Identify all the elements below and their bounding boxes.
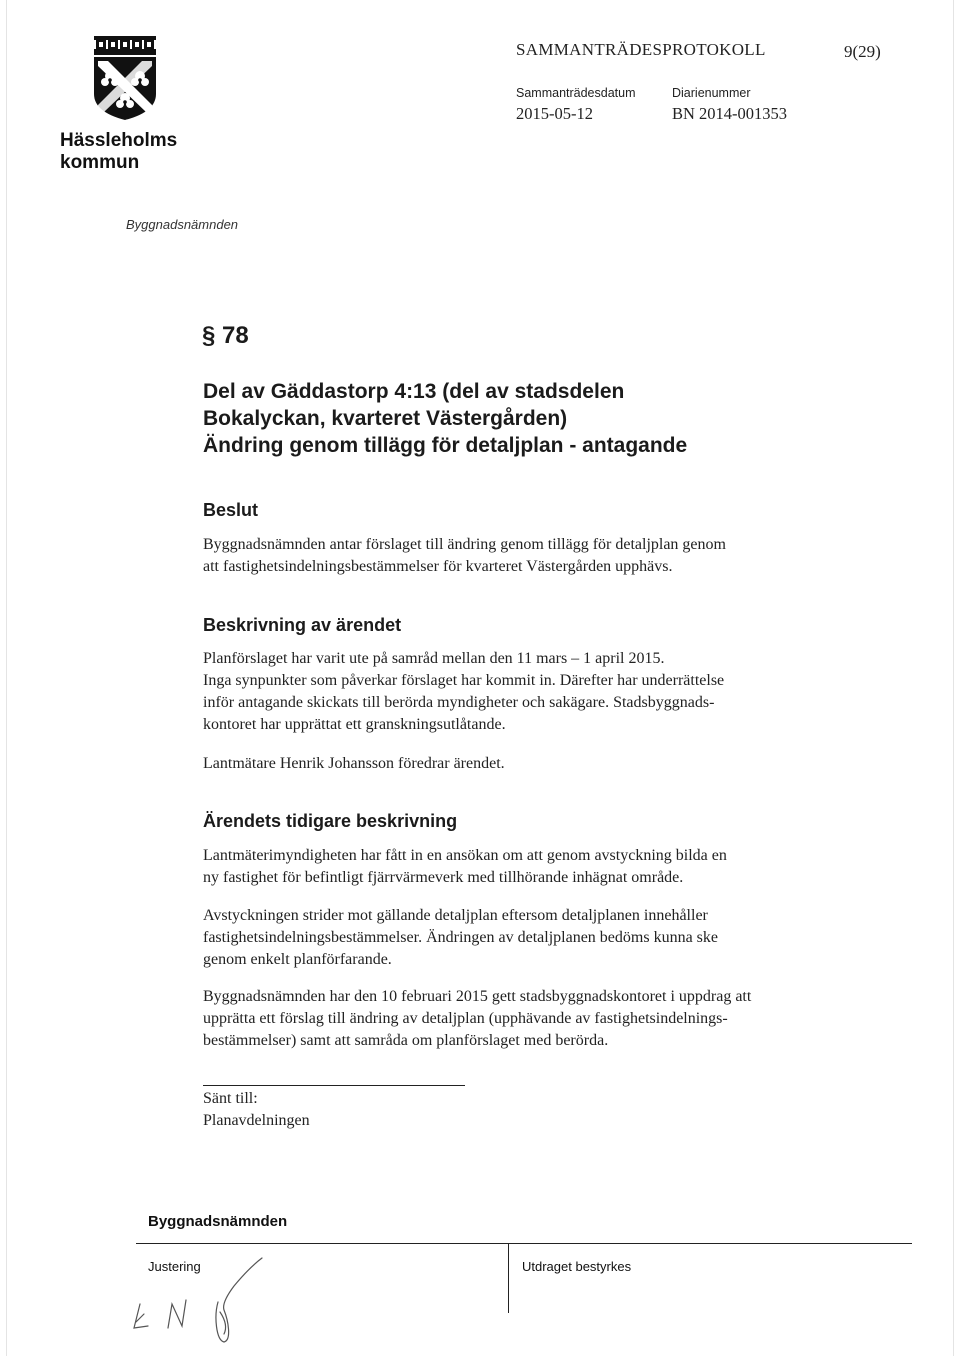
- paragraph-number: § 78: [202, 322, 249, 349]
- description-line: kontoret har upprättat ett granskningsutlåtande.: [203, 716, 506, 733]
- distribution-recipient: Planavdelningen: [203, 1112, 310, 1129]
- decision-text: [203, 534, 823, 578]
- previous-description-line: Avstyckningen strider mot gällande detaljplan eftersom detaljplanen innehåller: [203, 907, 708, 924]
- coat-of-arms-logo: [92, 36, 158, 120]
- footer-rule: [136, 1243, 912, 1244]
- handwritten-initials-signature: [124, 1256, 274, 1346]
- presenter-text: Lantmätare Henrik Johansson föredrar ärendet.: [203, 755, 505, 772]
- description-line: Planförslaget har varit ute på samråd mellan den 11 mars – 1 april 2015.: [203, 650, 665, 667]
- previous-description-paragraph: [203, 905, 823, 971]
- record-number: BN 2014-001353: [672, 104, 788, 123]
- document-type: SAMMANTRÄDESPROTOKOLL: [516, 40, 766, 59]
- description-line: inför antagande skickats till berörda myndigheter och sakägare. Stadsbyggnads-: [203, 694, 715, 711]
- description-paragraph: [203, 648, 823, 736]
- meeting-date-label: Sammanträdesdatum: [516, 86, 636, 100]
- decision-heading: Beslut: [203, 500, 259, 520]
- certified-extract-label: Utdraget bestyrkes: [522, 1259, 632, 1274]
- previous-description-line: Lantmäterimyndigheten har fått in en ansökan om att genom avstyckning bilda en: [203, 847, 727, 864]
- distribution-label: Sänt till:: [203, 1090, 258, 1107]
- previous-description-line: bestämmelser) samt att samråda om planförslaget med berörda.: [203, 1032, 609, 1049]
- committee-name: Byggnadsnämnden: [126, 217, 239, 232]
- paragraph-title-line: Del av Gäddastorp 4:13 (del av stadsdelen: [203, 380, 625, 403]
- previous-description-paragraph: [203, 845, 823, 889]
- footer-divider: [508, 1243, 509, 1313]
- paragraph-title-line: Ändring genom tillägg för detaljplan - antagande: [203, 434, 688, 457]
- municipality-name-line2: kommun: [60, 152, 140, 173]
- previous-description-line: Byggnadsnämnden har den 10 februari 2015 gett stadsbyggnadskontoret i uppdrag att: [203, 988, 752, 1005]
- paragraph-title: [203, 378, 823, 459]
- meeting-date: 2015-05-12: [516, 104, 593, 123]
- municipality-name-line1: Hässleholms: [60, 130, 178, 151]
- decision-text-line: att fastighetsindelningsbestämmelser för kvarteret Västergården upphävs.: [203, 558, 673, 575]
- previous-description-line: upprätta ett förslag till ändring av detaljplan (upphävande av fastighetsindelnings-: [203, 1010, 728, 1027]
- previous-description-paragraph: [203, 986, 823, 1052]
- previous-description-heading: Ärendets tidigare beskrivning: [203, 811, 458, 831]
- decision-text-line: Byggnadsnämnden antar förslaget till ändring genom tillägg för detaljplan genom: [203, 536, 726, 553]
- previous-description-line: fastighetsindelningsbestämmelser. Ändringen av detaljplanen bedöms kunna ske: [203, 929, 718, 946]
- page-edge-right: [953, 0, 954, 1356]
- footer-committee: Byggnadsnämnden: [148, 1213, 288, 1230]
- justering-label: Justering: [148, 1259, 201, 1274]
- previous-description-line: ny fastighet för befintligt fjärrvärmeverk med tillhörande inhägnat område.: [203, 869, 684, 886]
- record-number-label: Diarienummer: [672, 86, 751, 100]
- page-number: 9(29): [844, 42, 881, 61]
- distribution-divider: [203, 1085, 465, 1086]
- description-line: Inga synpunkter som påverkar förslaget har kommit in. Därefter har underrättelse: [203, 672, 725, 689]
- distribution-block: [203, 1088, 823, 1132]
- description-heading: Beskrivning av ärendet: [203, 615, 402, 635]
- paragraph-title-line: Bokalyckan, kvarteret Västergården): [203, 407, 568, 430]
- municipality-name: [60, 130, 260, 174]
- page-edge-left: [6, 0, 7, 1356]
- previous-description-line: genom enkelt planförfarande.: [203, 951, 392, 968]
